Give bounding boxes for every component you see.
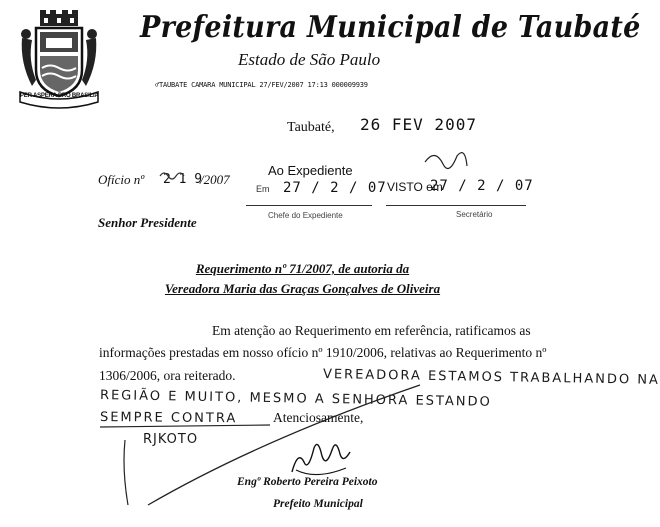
requerimento-title: Requerimento nº 71/2007, de autoria da (195, 261, 410, 276)
letterhead-subtitle: Estado de São Paulo (238, 50, 381, 69)
closing: Atenciosamente, (273, 410, 364, 425)
oficio-label: Ofício nº (98, 172, 145, 187)
handwritten-initials: RJKOTO (143, 432, 199, 447)
handwritten-note-1: VEREADORA ESTAMOS TRABALHANDO NA (322, 367, 660, 388)
handwritten-note-3: SEMPRE CONTRA (99, 410, 238, 427)
expediente-date: 27 / 2 / 07 (283, 180, 387, 196)
place-label: Taubaté, (287, 120, 335, 135)
handwritten-note-2: REGIÃO E MUITO, MESMO A SENHORA ESTANDO (99, 388, 492, 410)
protocol-stamp: ♂TAUBATE CAMARA MUNICIPAL 27/FEV/2007 17:13 000009939 (155, 81, 368, 89)
visto-label: VISTO em (387, 180, 443, 194)
signatory-role: Prefeito Municipal (273, 498, 363, 510)
visto-initials-scribble (425, 153, 467, 169)
handwritten-underline (100, 425, 270, 427)
expediente-stamp-label: Ao Expediente (268, 163, 353, 178)
signatory-name: Engº Roberto Pereira Peixoto (237, 476, 378, 488)
crest-motto: PER ASPERA PRO BRASILIA (20, 93, 99, 99)
pen-stroke (124, 440, 128, 505)
body-line-1: Em atenção ao Requerimento em referência, ratificamos as (212, 323, 531, 338)
secretario-label: Secretário (456, 210, 493, 219)
body-line-2: informações prestadas em nosso ofício nº 1910/2006, relativas ao Requerimento nº (99, 345, 547, 360)
date-stamp: 26 FEV 2007 (360, 115, 477, 134)
oficio-year: /2007 (200, 172, 230, 187)
visto-date: 27 / 2 / 07 (430, 178, 534, 194)
signature-scribble (292, 444, 350, 474)
oficio-number: 2 1 9 (163, 172, 203, 187)
chefe-expediente-label: Chefe do Expediente (268, 211, 343, 220)
body-line-3: 1306/2006, ora reiterado. (99, 368, 236, 383)
oficio-number-scribble (160, 173, 184, 179)
letterhead-title: Prefeitura Municipal de Taubaté (140, 10, 641, 45)
requerimento-author: Vereadora Maria das Graças Gonçalves de Oliveira (164, 281, 441, 296)
expediente-em-label: Em (256, 184, 270, 194)
salutation: Senhor Presidente (98, 215, 197, 230)
